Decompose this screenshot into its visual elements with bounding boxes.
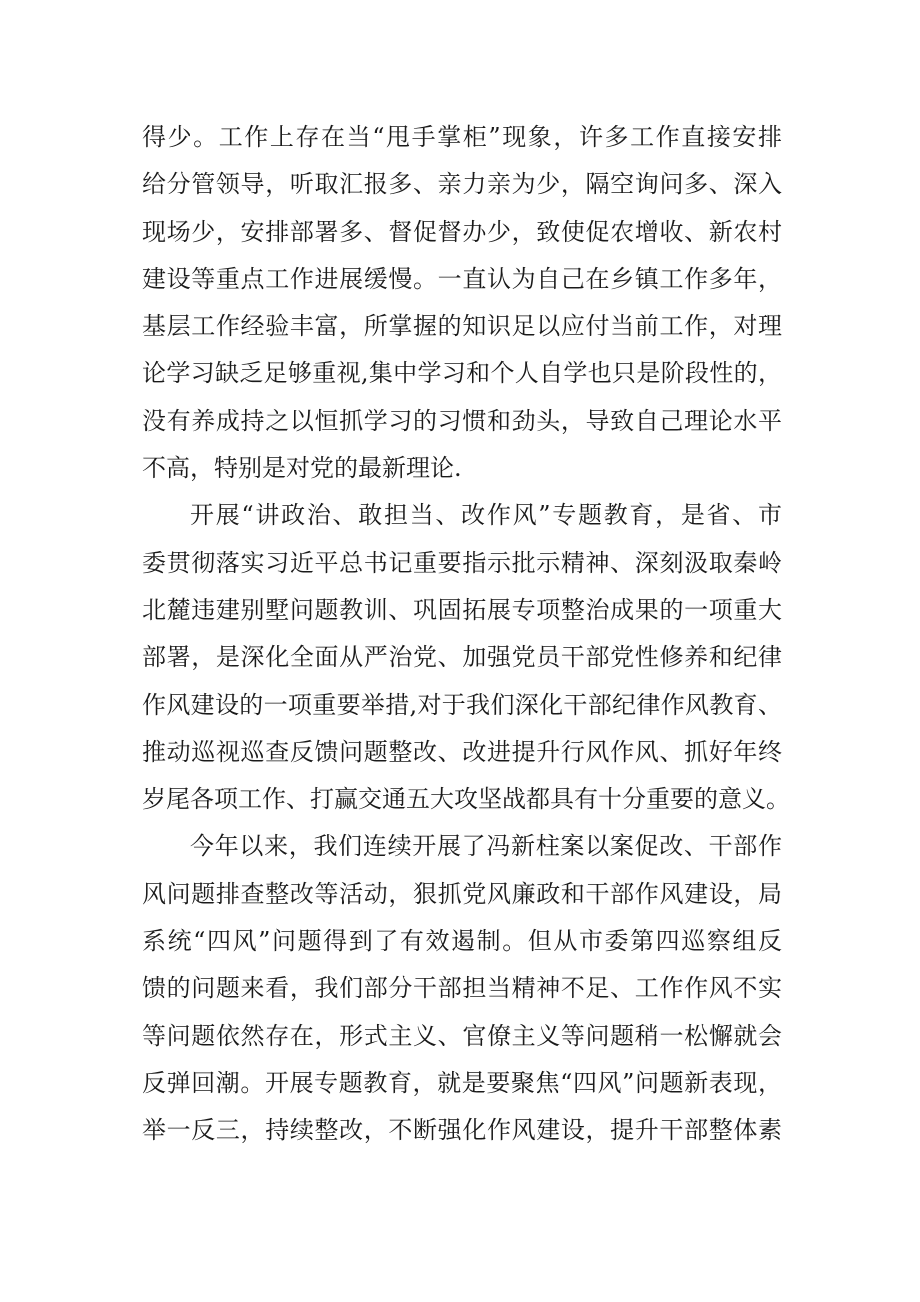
text-line: 现场少，安排部署多、督促督办少，致使促农增收、新农村	[142, 217, 782, 246]
text-line: 馈的问题来看，我们部分干部担当精神不足、工作作风不实	[142, 974, 782, 1003]
text-line: 岁尾各项工作、打赢交通五大攻坚战都具有十分重要的意义。	[142, 785, 790, 814]
text-line: 系统“四风”问题得到了有效遏制。但从市委第四巡察组反	[142, 927, 782, 956]
text-line: 部署，是深化全面从严治党、加强党员干部党性修养和纪律	[142, 643, 782, 672]
text-line: 风问题排查整改等活动，狠抓党风廉政和干部作风建设，局	[142, 879, 782, 908]
text-line: 没有养成持之以恒抓学习的习惯和劲头，导致自己理论水平	[142, 406, 782, 435]
text-line: 作风建设的一项重要举措,对于我们深化干部纪律作风教育、	[142, 690, 782, 719]
text-line: 北麓违建别墅问题教训、巩固拓展专项整治成果的一项重大	[142, 595, 782, 624]
text-line: 建设等重点工作进展缓慢。一直认为自己在乡镇工作多年，	[142, 264, 782, 293]
text-line: 举一反三，持续整改，不断强化作风建设，提升干部整体素	[142, 1116, 782, 1145]
text-line: 推动巡视巡查反馈问题整改、改进提升行风作风、抓好年终	[142, 737, 782, 766]
text-line: 不高，特别是对党的最新理论.	[142, 454, 462, 483]
text-line: 等问题依然存在，形式主义、官僚主义等问题稍一松懈就会	[142, 1021, 782, 1050]
text-line: 反弹回潮。开展专题教育，就是要聚焦“四风”问题新表现，	[142, 1068, 782, 1097]
paragraph-first-line: 开展“讲政治、敢担当、改作风”专题教育，是省、市	[190, 501, 782, 530]
body-text	[142, 114, 790, 1155]
text-line: 给分管领导，听取汇报多、亲力亲为少，隔空询问多、深入	[142, 170, 782, 199]
text-line: 得少。工作上存在当“甩手掌柜”现象，许多工作直接安排	[142, 123, 782, 151]
text-line: 委贯彻落实习近平总书记重要指示批示精神、深刻汲取秦岭	[142, 548, 782, 577]
paragraph-first-line: 今年以来，我们连续开展了冯新柱案以案促改、干部作	[190, 832, 782, 861]
text-line: 论学习缺乏足够重视,集中学习和个人自学也只是阶段性的，	[142, 359, 782, 388]
text-line: 基层工作经验丰富，所掌握的知识足以应付当前工作，对理	[142, 312, 782, 341]
